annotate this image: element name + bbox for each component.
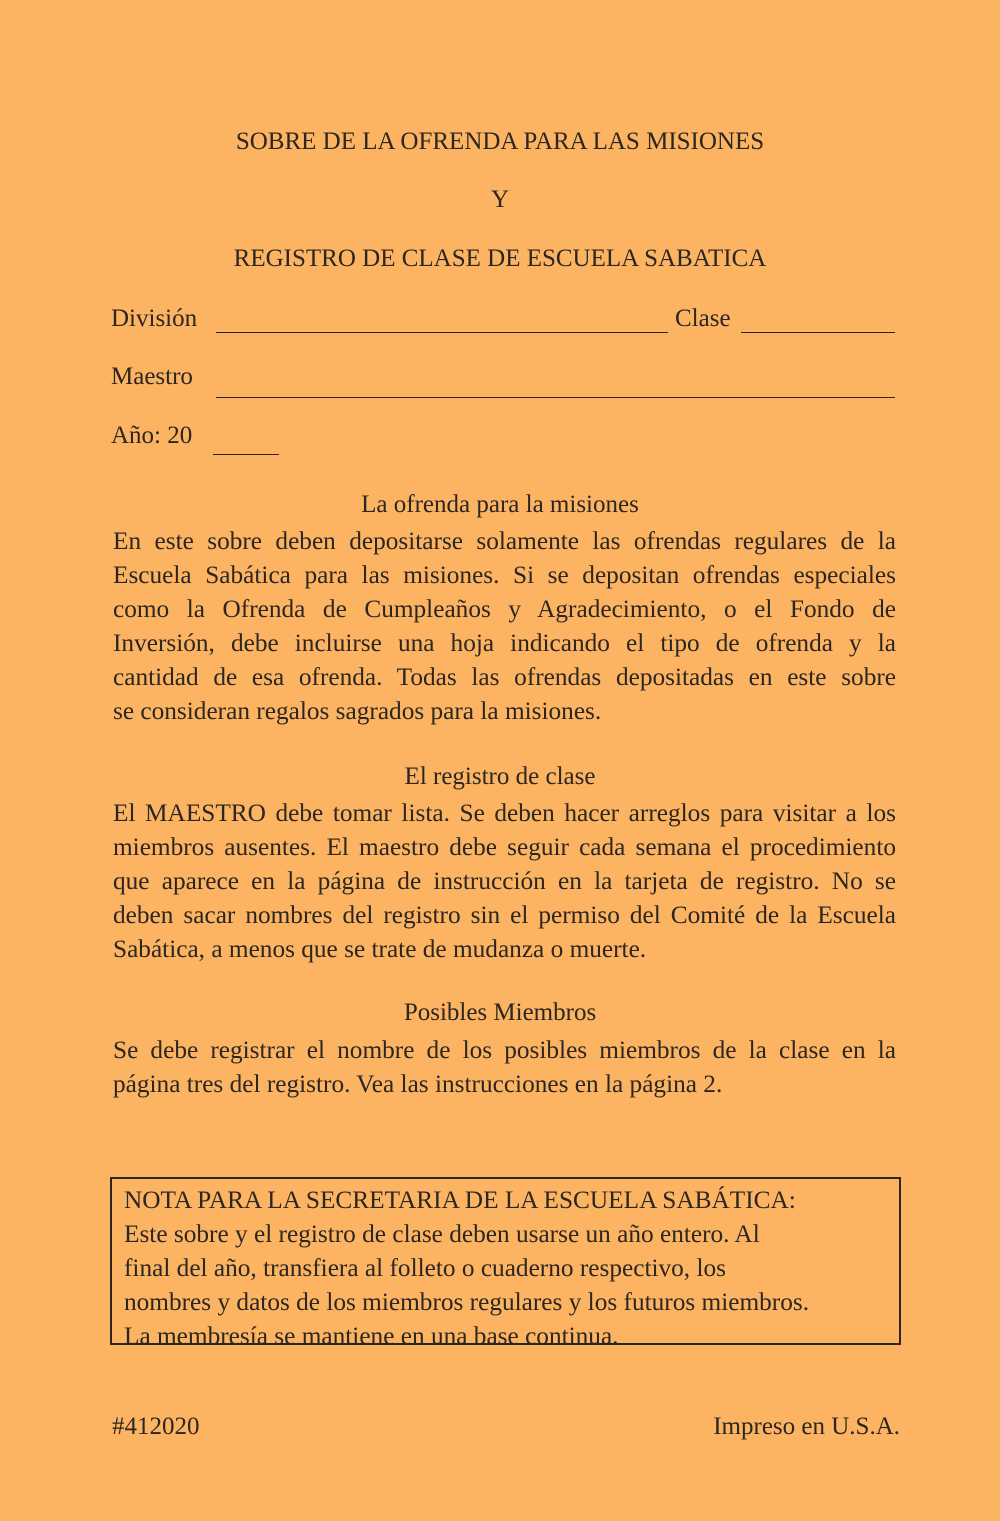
- title-line-3: REGISTRO DE CLASE DE ESCUELA SABATICA: [233, 245, 767, 272]
- secretary-note-box: [110, 1177, 901, 1350]
- maestro-blank-line[interactable]: [216, 370, 895, 398]
- text-line: como la Ofrenda de Cumpleaños y Agradecimiento, o el Fondo de: [113, 595, 896, 623]
- ano-blank-line[interactable]: [213, 427, 279, 455]
- text-line: deben sacar nombres del registro sin el permiso del Comité de la Escuela: [113, 901, 896, 929]
- text-line: Este sobre y el registro de clase deben usarse un año entero. Al: [124, 1220, 760, 1248]
- text-line: Se debe registrar el nombre de los posibles miembros de la clase en la: [113, 1036, 896, 1064]
- text-line: página tres del registro. Vea las instrucciones en la página 2.: [113, 1070, 723, 1098]
- ano-label: Año: 20: [111, 422, 193, 449]
- text-line: se consideran regalos sagrados para la misiones.: [113, 697, 602, 725]
- text-line: Inversión, debe incluirse una hoja indicando el tipo de ofrenda y la: [113, 629, 896, 657]
- division-blank-line[interactable]: [216, 305, 668, 333]
- secretary-note-text: [124, 1183, 889, 1353]
- text-line: nombres y datos de los miembros regulares y los futuros miembros.: [124, 1288, 810, 1316]
- text-line: El MAESTRO debe tomar lista. Se deben hacer arreglos para visitar a los: [113, 799, 896, 827]
- title-line-2: Y: [490, 186, 510, 213]
- form-code: #412020: [112, 1413, 200, 1440]
- text-line: En este sobre deben depositarse solamente las ofrendas regulares de la: [113, 527, 896, 555]
- clase-blank-line[interactable]: [741, 305, 895, 333]
- section-body-registro: [113, 796, 896, 966]
- clase-label: Clase: [675, 305, 731, 332]
- text-line: final del año, transfiera al folleto o cuaderno respectivo, los: [124, 1254, 726, 1282]
- section-heading-registro: El registro de clase: [404, 763, 596, 790]
- note-heading: NOTA PARA LA SECRETARIA DE LA ESCUELA SABÁTICA:: [124, 1186, 796, 1214]
- division-label: División: [111, 305, 198, 332]
- title-line-1: SOBRE DE LA OFRENDA PARA LAS MISIONES: [235, 128, 765, 155]
- section-body-ofrenda: [113, 524, 896, 728]
- section-heading-ofrenda: La ofrenda para la misiones: [361, 491, 639, 518]
- text-line: Escuela Sabática para las misiones. Si se depositan ofrendas especiales: [113, 561, 896, 589]
- text-line: Sabática, a menos que se trate de mudanza o muerte.: [113, 935, 647, 963]
- text-line: cantidad de esa ofrenda. Todas las ofrendas depositadas en este sobre: [113, 663, 896, 691]
- printed-in: Impreso en U.S.A.: [713, 1413, 900, 1440]
- text-line: miembros ausentes. El maestro debe seguir cada semana el procedimiento: [113, 833, 896, 861]
- text-line: La membresía se mantiene en una base continua.: [124, 1322, 619, 1350]
- section-body-posibles-miembros: [113, 1033, 896, 1101]
- text-line: que aparece en la página de instrucción en la tarjeta de registro. No se: [113, 867, 896, 895]
- section-heading-posibles-miembros: Posibles Miembros: [403, 999, 597, 1026]
- maestro-label: Maestro: [111, 363, 193, 390]
